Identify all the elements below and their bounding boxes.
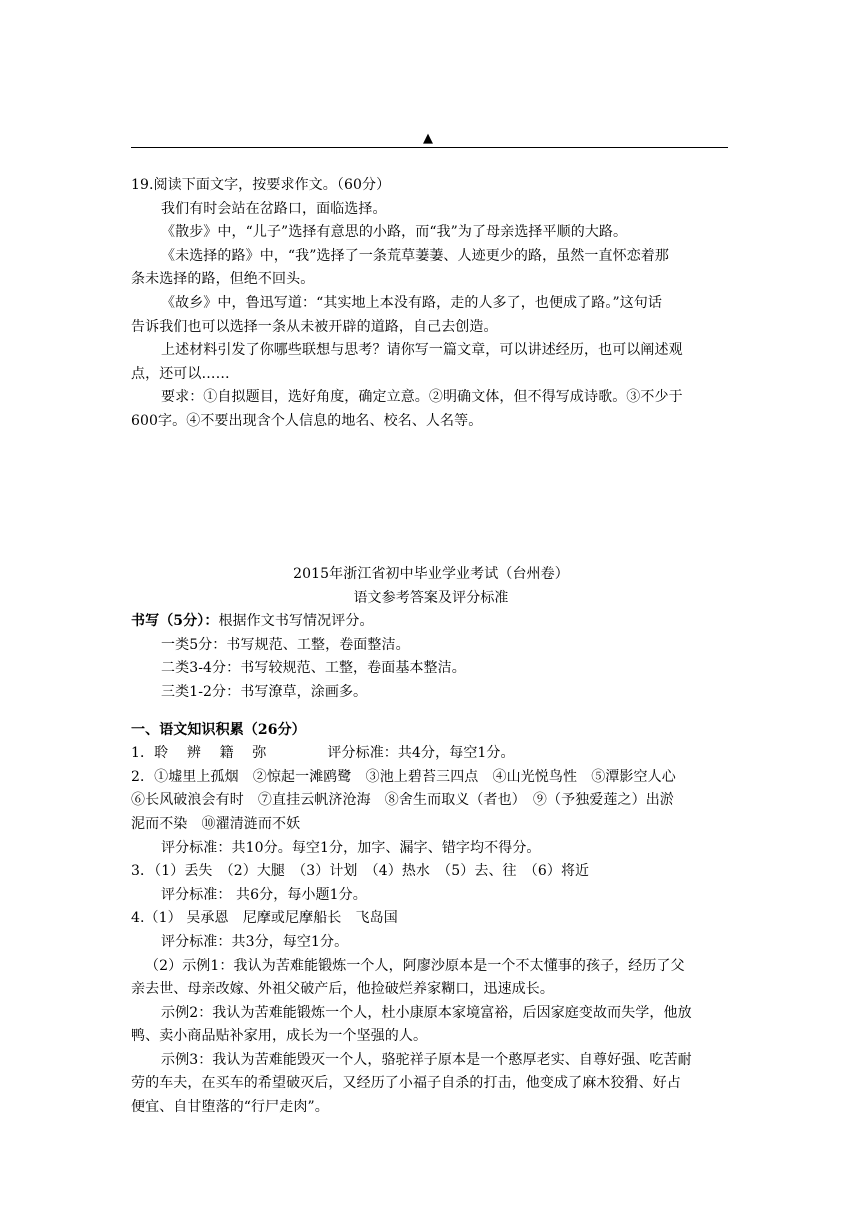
spacer xyxy=(131,705,731,719)
essay-paragraph: 《散步》中，“儿子”选择有意思的小路，而“我”为了母亲选择平顺的大路。 xyxy=(161,224,628,241)
essay-paragraph: 我们有时会站在岔路口，面临选择。 xyxy=(161,200,387,217)
writing-level: 二类3-4分：书写较规范、工整，卷面基本整洁。 xyxy=(161,660,466,677)
answer-4-2-cont: 亲去世、母亲改嫁、外祖父破产后，他捡破烂养家糊口，迅速成长。 xyxy=(131,981,554,998)
example-3-cont: 便宜、自甘堕落的“行尸走肉”。 xyxy=(131,1099,329,1116)
essay-paragraph-cont: 点，还可以…… xyxy=(131,365,230,382)
header-divider xyxy=(131,147,728,148)
answer-2-cont: ⑥长风破浪会有时 ⑦直挂云帆济沧海 ⑧舍生而取义（者也） ⑨（予独爱莲之）出淤 xyxy=(131,792,674,809)
writing-heading: 书写（5分）： xyxy=(131,613,219,630)
answer-2: 2．①墟里上孤烟 ②惊起一滩鸥鹭 ③池上碧苔三四点 ④山光悦鸟性 ⑤潭影空人心 xyxy=(131,768,676,785)
essay-paragraph: 上述材料引发了你哪些联想与思考？请你写一篇文章，可以讲述经历，也可以阐述观 xyxy=(161,342,683,359)
answer-1: 1．聆 辨 籍 弥 评分标准：共4分，每空1分。 xyxy=(131,745,515,762)
writing-text: 根据作文书写情况评分。 xyxy=(218,613,374,630)
example-2-cont: 鸭、卖小商品贴补家用，成长为一个坚强的人。 xyxy=(131,1028,428,1045)
answer-4-score: 评分标准：共3分，每空1分。 xyxy=(161,933,349,950)
essay-paragraph: 《未选择的路》中，“我”选择了一条荒草萋萋、人迹更少的路，虽然一直怀恋着那 xyxy=(161,247,670,264)
answer-key xyxy=(131,563,731,1120)
example-2: 示例2：我认为苦难能锻炼一个人，杜小康原本家境富裕，后因家庭变故而失学，他放 xyxy=(161,1004,692,1021)
writing-level: 三类1-2分：书写潦草，涂画多。 xyxy=(161,683,368,700)
essay-question xyxy=(131,174,731,434)
example-3: 示例3：我认为苦难能毁灭一个人，骆驼祥子原本是一个憨厚老实、自尊好强、吃苦耐 xyxy=(161,1051,692,1068)
answer-3-score: 评分标准： 共6分，每小题1分。 xyxy=(161,886,367,903)
essay-requirements-cont: 600字。④不要出现含个人信息的地名、校名、人名等。 xyxy=(131,412,483,429)
answer-2-cont: 泥而不染 ⑩濯清涟而不妖 xyxy=(131,815,301,832)
answer-3: 3．（1）丢失 （2）大腿 （3）计划 （4）热水 （5）去、往 （6）将近 xyxy=(131,863,590,880)
essay-paragraph-cont: 条未选择的路，但绝不回头。 xyxy=(131,271,315,288)
essay-requirements: 要求：①自拟题目，选好角度，确定立意。②明确文体，但不得写成诗歌。③不少于 xyxy=(161,389,683,406)
answer-title: 2015年浙江省初中毕业学业考试（台州卷） xyxy=(293,566,569,582)
essay-paragraph: 《故乡》中，鲁迅写道：“其实地上本没有路，走的人多了，也便成了路。”这句话 xyxy=(161,294,663,311)
question-title: 19.阅读下面文字，按要求作文。（60分） xyxy=(131,177,391,193)
essay-paragraph-cont: 告诉我们也可以选择一条从未被开辟的道路，自己去创造。 xyxy=(131,318,498,335)
section-heading: 一、语文知识积累（26分） xyxy=(131,721,306,738)
example-3-cont: 劳的车夫，在买车的希望破灭后，又经历了小福子自杀的打击，他变成了麻木狡猾、好占 xyxy=(131,1075,681,1092)
answer-4-2: （2）示例1：我认为苦难能锻炼一个人，阿廖沙原本是一个不太懂事的孩子，经历了父 xyxy=(145,957,685,974)
writing-criteria xyxy=(131,610,731,634)
answer-2-score: 评分标准：共10分。每空1分，加字、漏字、错字均不得分。 xyxy=(161,839,541,856)
writing-level: 一类5分：书写规范、工整，卷面整洁。 xyxy=(161,636,410,653)
answer-subtitle: 语文参考答案及评分标准 xyxy=(353,589,509,606)
answer-4: 4.（1） 吴承恩 尼摩或尼摩船长 飞岛国 xyxy=(131,910,398,927)
section-marker-icon: ▲ xyxy=(423,131,433,146)
